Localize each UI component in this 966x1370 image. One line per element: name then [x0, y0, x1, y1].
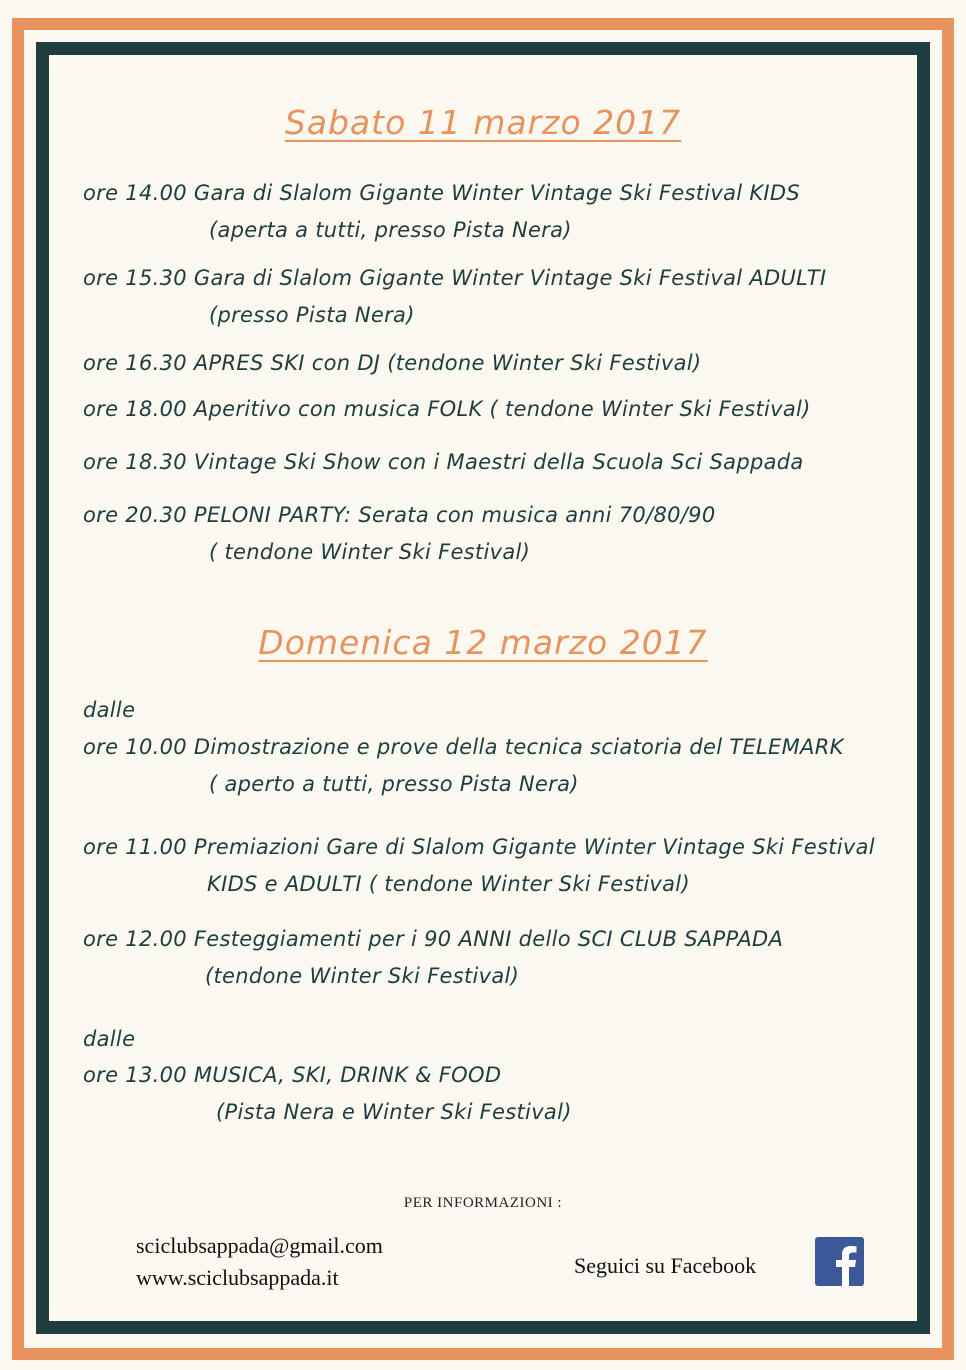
schedule-line-sun-1	[83, 735, 844, 759]
time-label: ore 18.00	[83, 397, 187, 421]
schedule-line-sun-2	[83, 835, 875, 859]
poster-content	[49, 55, 917, 1321]
event-text: Premiazioni Gare di Slalom Gigante Winter Vintage Ski Festival	[193, 835, 875, 859]
schedule-note-sun-2: KIDS e ADULTI ( tendone Winter Ski Festival)	[207, 872, 690, 896]
event-text: Dimostrazione e prove della tecnica sciatoria del TELEMARK	[193, 735, 844, 759]
event-text: APRES SKI con DJ (tendone Winter Ski Festival)	[193, 351, 702, 375]
event-text: Gara di Slalom Gigante Winter Vintage Ski Festival ADULTI	[193, 266, 827, 290]
schedule-line-sat-1	[83, 181, 800, 205]
schedule-note-sun-1: ( aperto a tutti, presso Pista Nera)	[209, 772, 579, 796]
schedule-line-sat-2	[83, 266, 826, 290]
facebook-icon[interactable]	[815, 1237, 864, 1286]
event-text: PELONI PARTY: Serata con musica anni 70/80/90	[193, 503, 716, 527]
event-text: MUSICA, SKI, DRINK & FOOD	[193, 1063, 502, 1087]
time-label: ore 10.00	[83, 735, 187, 759]
facebook-icon-graphic	[815, 1237, 864, 1286]
time-label: ore 15.30	[83, 266, 187, 290]
schedule-line-sat-6	[83, 503, 716, 527]
event-text: Vintage Ski Show con i Maestri della Scuola Sci Sappada	[193, 450, 804, 474]
schedule-line-sat-3	[83, 351, 701, 375]
schedule-line-sun-4	[83, 1063, 501, 1087]
schedule-line-sat-5	[83, 450, 804, 474]
time-label: ore 18.30	[83, 450, 187, 474]
schedule-note-sun-3: (tendone Winter Ski Festival)	[205, 964, 520, 988]
saturday-heading: Sabato 11 marzo 2017	[284, 103, 682, 142]
event-text: Festeggiamenti per i 90 ANNI dello SCI CLUB SAPPADA	[193, 927, 784, 951]
dalle-label-1: dalle	[83, 698, 136, 722]
time-label: ore 14.00	[83, 181, 187, 205]
email-link[interactable]: sciclubsappada@gmail.com	[136, 1233, 383, 1258]
facebook-text[interactable]: Seguici su Facebook	[574, 1253, 757, 1278]
dalle-label-2: dalle	[83, 1027, 136, 1051]
schedule-line-sat-4	[83, 397, 811, 421]
info-label: PER INFORMAZIONI :	[403, 1195, 563, 1211]
time-label: ore 13.00	[83, 1063, 187, 1087]
time-label: ore 11.00	[83, 835, 187, 859]
schedule-line-sun-3	[83, 927, 783, 951]
time-label: ore 16.30	[83, 351, 187, 375]
event-text: Gara di Slalom Gigante Winter Vintage Ski Festival KIDS	[193, 181, 801, 205]
schedule-note-sat-2: (presso Pista Nera)	[209, 303, 415, 327]
sunday-heading: Domenica 12 marzo 2017	[258, 623, 708, 662]
schedule-note-sat-6: ( tendone Winter Ski Festival)	[209, 540, 531, 564]
schedule-note-sun-4: (Pista Nera e Winter Ski Festival)	[216, 1100, 572, 1124]
time-label: ore 12.00	[83, 927, 187, 951]
time-label: ore 20.30	[83, 503, 187, 527]
website-link[interactable]: www.sciclubsappada.it	[136, 1265, 339, 1290]
event-text: Aperitivo con musica FOLK ( tendone Winter Ski Festival)	[193, 397, 811, 421]
schedule-note-sat-1: (aperta a tutti, presso Pista Nera)	[209, 218, 572, 242]
